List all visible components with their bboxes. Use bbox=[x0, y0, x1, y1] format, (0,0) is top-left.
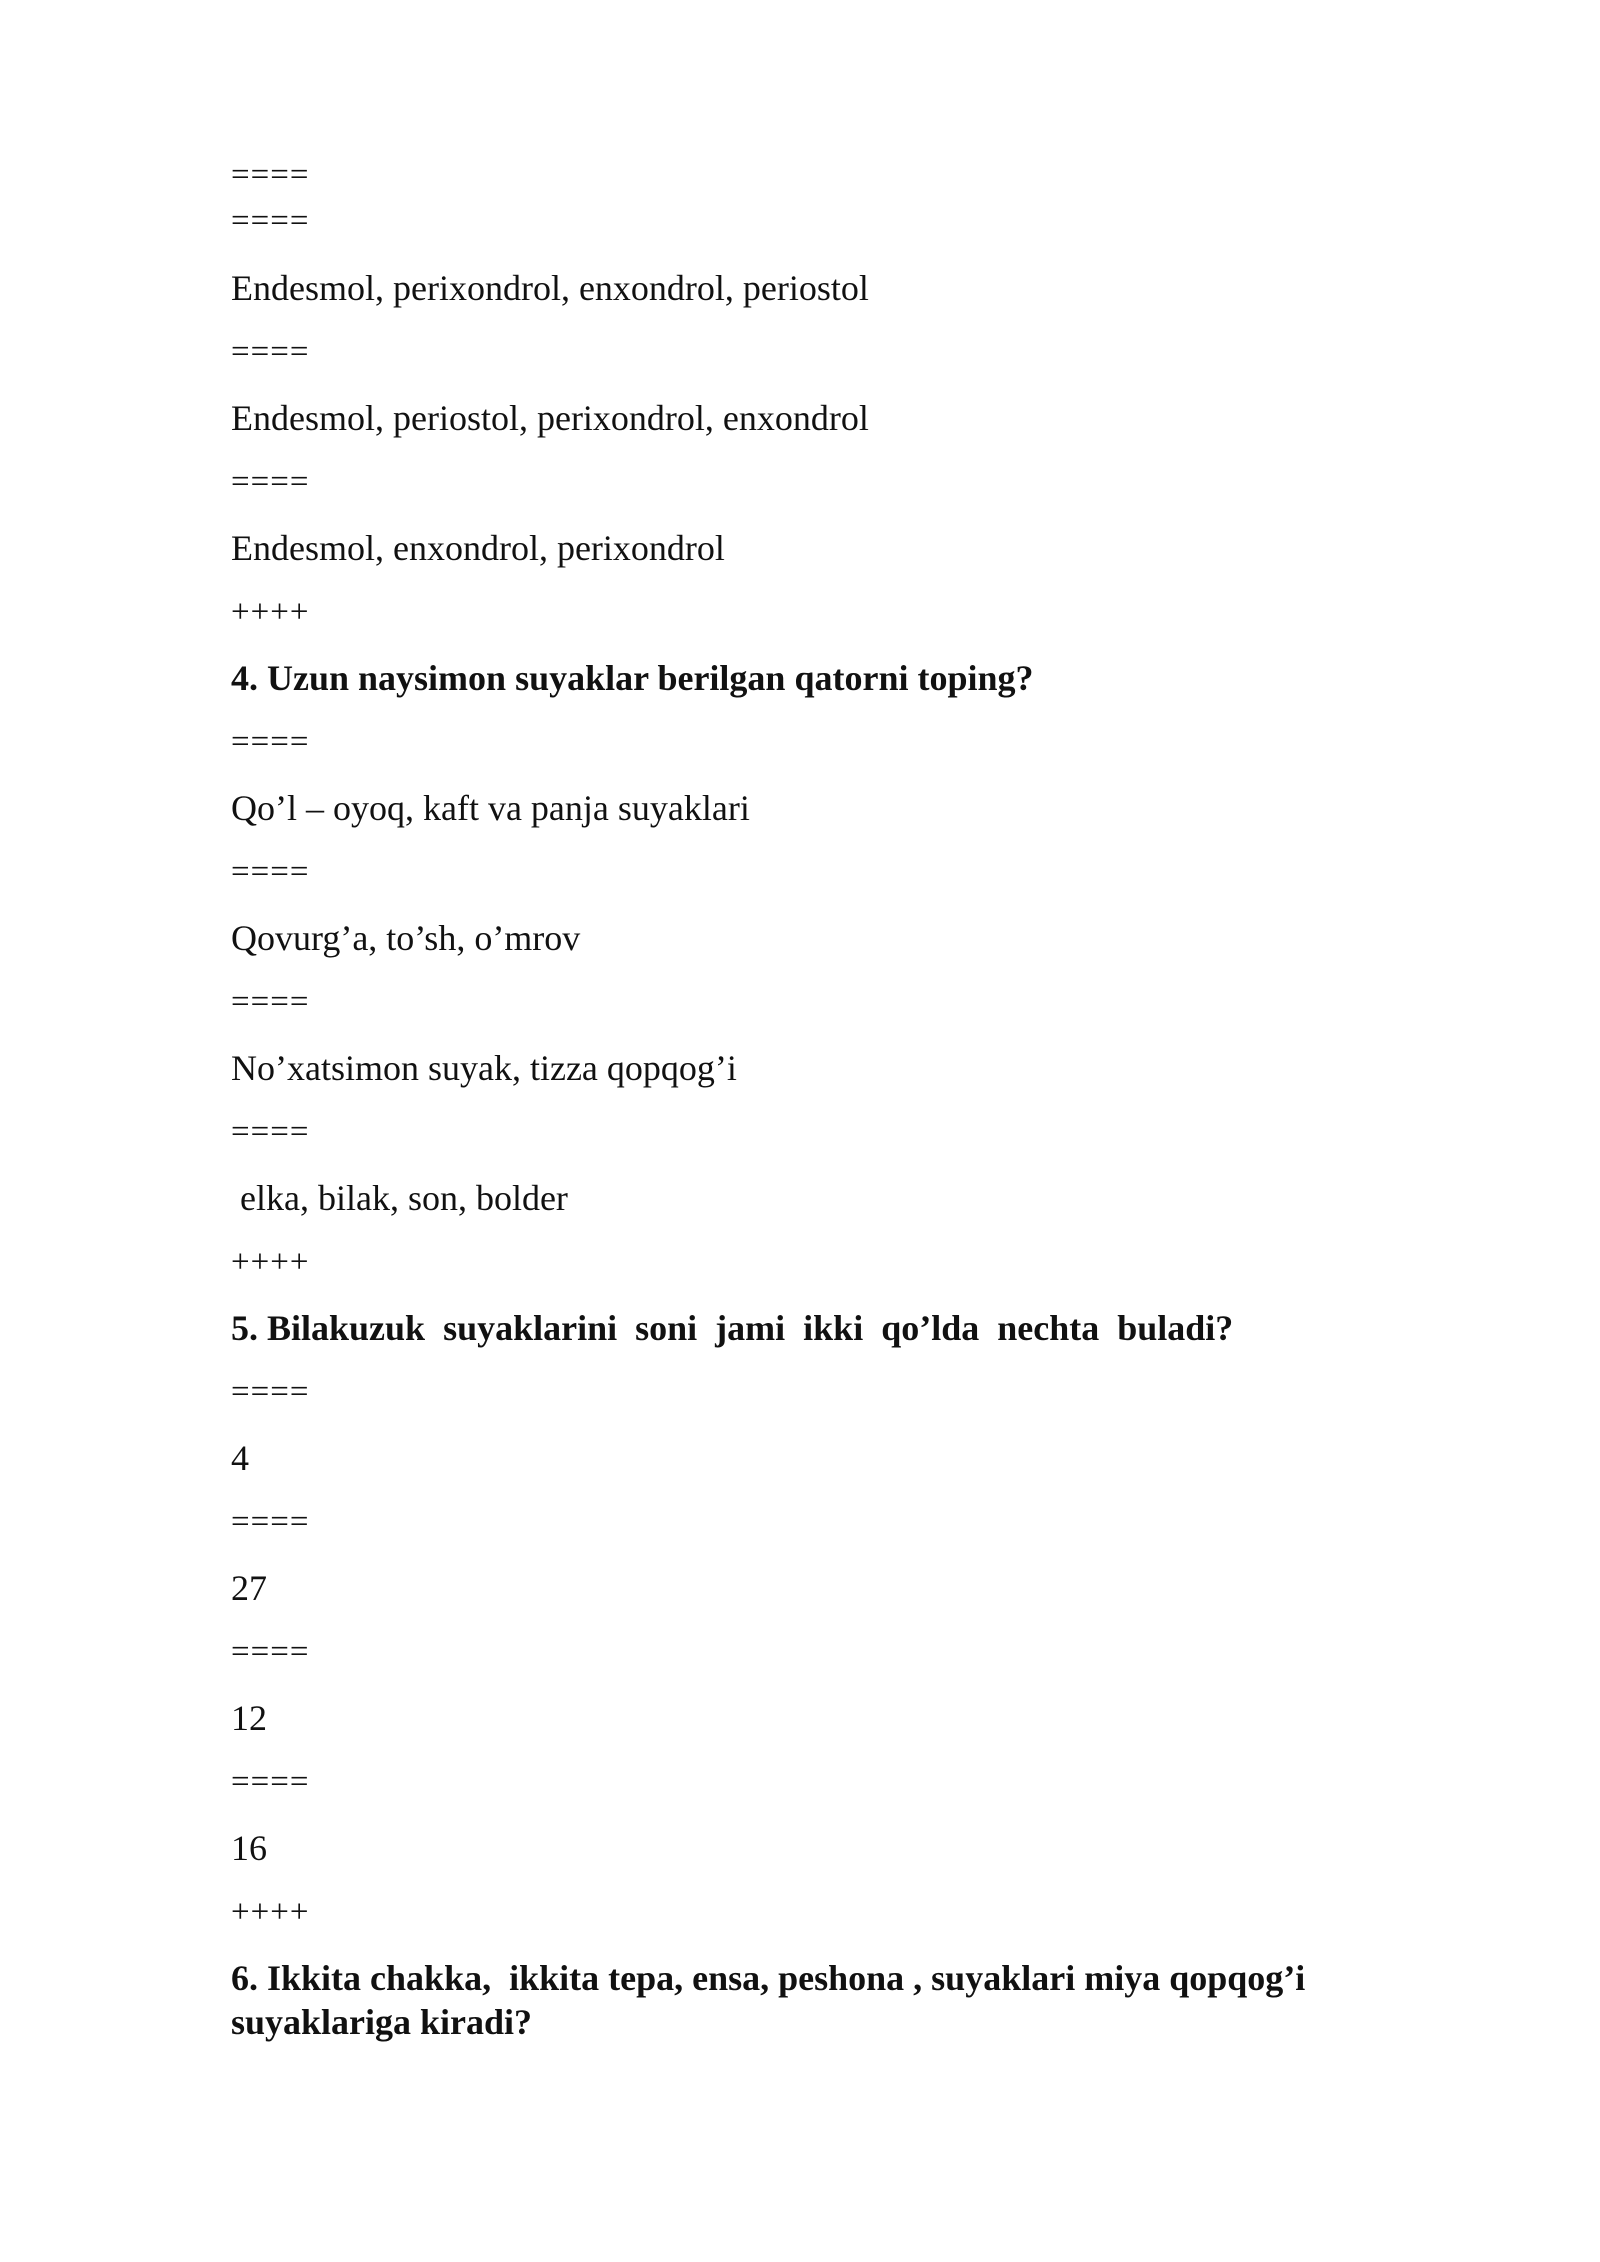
separator-line: ==== bbox=[231, 1504, 310, 1540]
answer-option: Qovurg’a, to’sh, o’mrov bbox=[231, 918, 581, 958]
answer-option: Endesmol, perixondrol, enxondrol, periostol bbox=[231, 268, 869, 308]
question-4: 4. Uzun naysimon suyaklar berilgan qatorni toping? bbox=[231, 658, 1034, 698]
separator-line: ==== bbox=[231, 854, 310, 890]
answer-option: 16 bbox=[231, 1828, 267, 1868]
separator-line: ==== bbox=[231, 464, 310, 500]
answer-option: Qo’l – oyoq, kaft va panja suyaklari bbox=[231, 788, 750, 828]
separator-line: ==== bbox=[231, 1114, 310, 1150]
answer-option: elka, bilak, son, bolder bbox=[231, 1178, 568, 1218]
question-6: 6. Ikkita chakka, ikkita tepa, ensa, peshona , suyaklari miya qopqog’i suyaklariga kiradi? bbox=[231, 1958, 1315, 2042]
end-marker: ++++ bbox=[231, 594, 310, 630]
answer-option: No’xatsimon suyak, tizza qopqog’i bbox=[231, 1048, 737, 1088]
end-marker: ++++ bbox=[231, 1244, 310, 1280]
separator-line: ==== bbox=[231, 157, 310, 193]
question-5: 5. Bilakuzuk suyaklarini soni jami ikki qo’lda nechta buladi? bbox=[231, 1308, 1234, 1348]
answer-option: Endesmol, periostol, perixondrol, enxondrol bbox=[231, 398, 869, 438]
answer-option: 4 bbox=[231, 1438, 249, 1478]
answer-option: Endesmol, enxondrol, perixondrol bbox=[231, 528, 725, 568]
answer-option: 27 bbox=[231, 1568, 267, 1608]
separator-line: ==== bbox=[231, 1764, 310, 1800]
separator-line: ==== bbox=[231, 1634, 310, 1670]
separator-line: ==== bbox=[231, 984, 310, 1020]
separator-line: ==== bbox=[231, 724, 310, 760]
answer-option: 12 bbox=[231, 1698, 267, 1738]
separator-line: ==== bbox=[231, 1374, 310, 1410]
separator-line: ==== bbox=[231, 203, 310, 239]
separator-line: ==== bbox=[231, 334, 310, 370]
end-marker: ++++ bbox=[231, 1894, 310, 1930]
